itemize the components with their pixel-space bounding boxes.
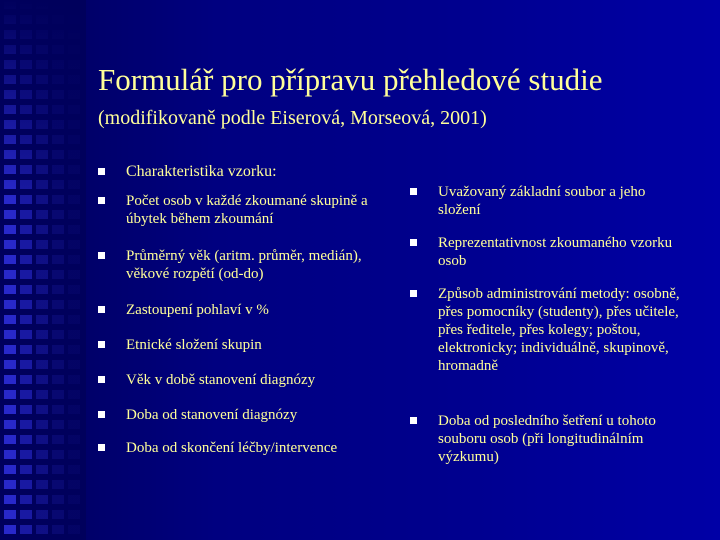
decorative-square-pattern — [0, 0, 86, 540]
bullet-square-icon — [98, 376, 105, 383]
bullet-square-icon — [410, 417, 417, 424]
bullet-square-icon — [98, 341, 105, 348]
bullet-square-icon — [98, 197, 105, 204]
right-item-administration-method: Způsob administrování metody: osobně, přes pomocníky (studenty), přes učitele, přes ředitele, přes kolegy; poštou, elektronicky; individuálně, skupinově, hromadně — [410, 285, 685, 375]
left-item-gender: Zastoupení pohlaví v % — [98, 301, 388, 319]
bullet-square-icon — [98, 252, 105, 259]
right-item-time-since-last-survey: Doba od posledního šetření u tohoto souboru osob (při longitudinálním výzkumu) — [410, 412, 685, 466]
right-item-population: Uvažovaný základní soubor a jeho složení — [410, 183, 685, 219]
bullet-square-icon — [98, 411, 105, 418]
left-item-time-since-diagnosis: Doba od stanovení diagnózy — [98, 406, 388, 424]
right-item-representativeness: Reprezentativnost zkoumaného vzorku osob — [410, 234, 685, 270]
bullet-square-icon — [410, 239, 417, 246]
left-item-time-since-treatment: Doba od skončení léčby/intervence — [98, 439, 398, 457]
bullet-square-icon — [410, 290, 417, 297]
bullet-square-icon — [98, 168, 105, 175]
bullet-square-icon — [410, 188, 417, 195]
bullet-square-icon — [98, 306, 105, 313]
left-item-average-age: Průměrný věk (aritm. průměr, medián), věkové rozpětí (od-do) — [98, 247, 388, 283]
left-item-sample-characteristics: Charakteristika vzorku: — [98, 163, 388, 181]
bullet-square-icon — [98, 444, 105, 451]
left-item-ethnicity: Etnické složení skupin — [98, 336, 388, 354]
left-item-participant-count: Počet osob v každé zkoumané skupině a úbytek během zkoumání — [98, 192, 388, 228]
slide-title: Formulář pro přípravu přehledové studie — [98, 62, 603, 97]
left-item-age-at-diagnosis: Věk v době stanovení diagnózy — [98, 371, 388, 389]
slide-subtitle: (modifikovaně podle Eiserová, Morseová, 2001) — [98, 107, 487, 129]
